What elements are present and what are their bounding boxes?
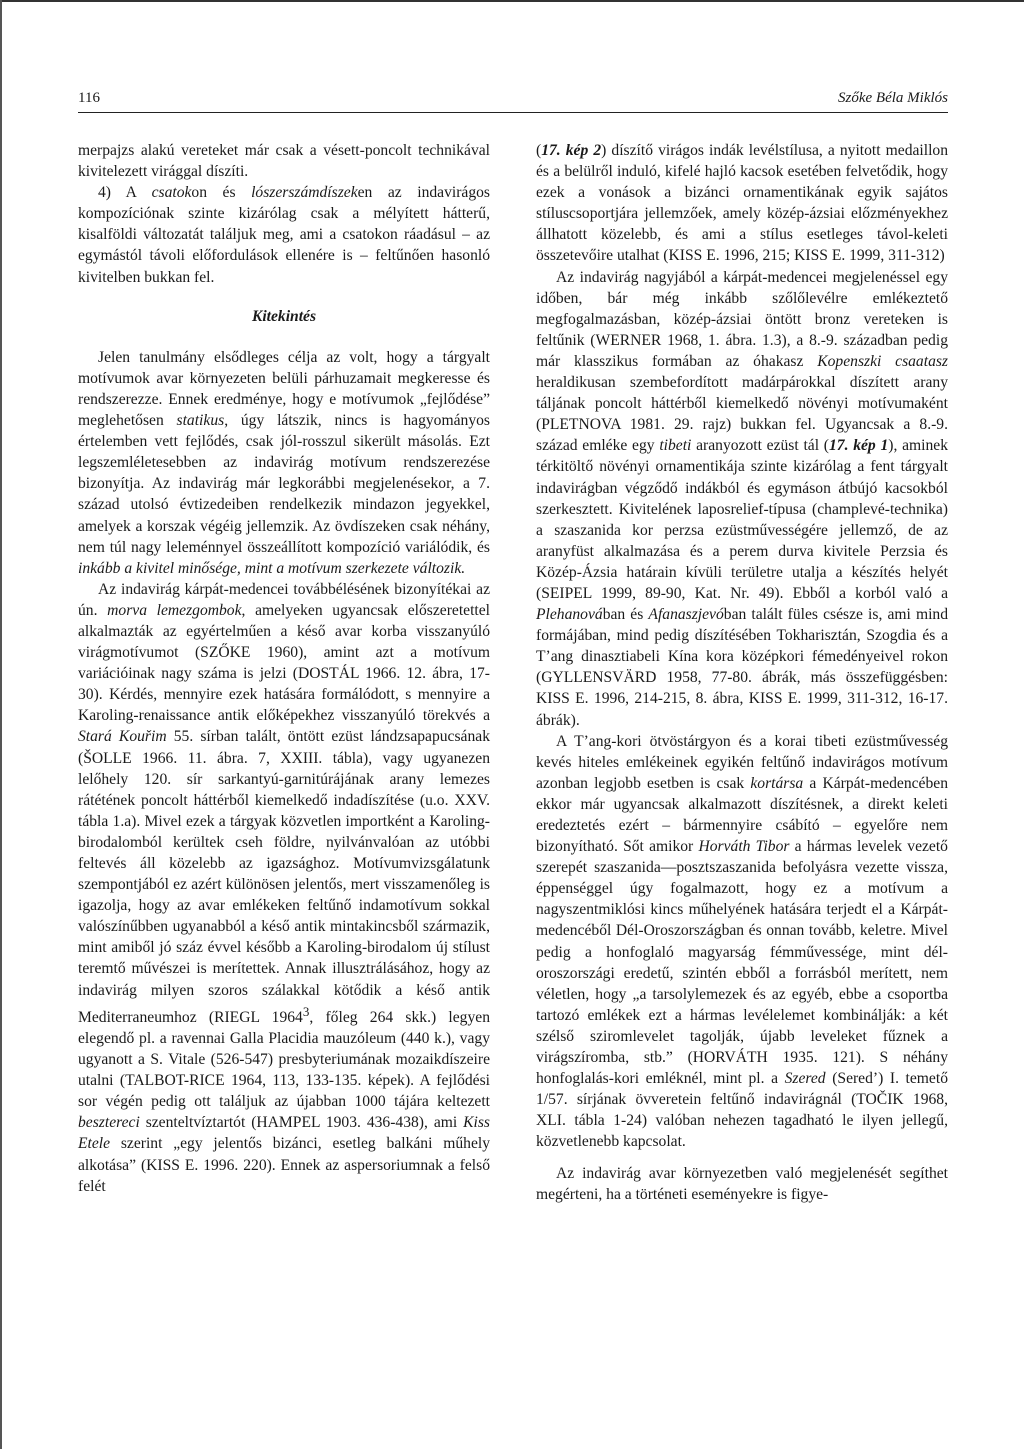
italic-term: csatok bbox=[151, 184, 192, 202]
paragraph bbox=[536, 731, 948, 1153]
paragraph bbox=[536, 267, 948, 731]
italic-term: kortársa bbox=[750, 774, 804, 792]
figure-reference: 17. kép 1 bbox=[828, 437, 889, 455]
text-run: szerint „egy jelentős bizánci, esetleg balkáni műhely alkotása” (KISS E. 1996. 220). Ennek az aspersoriumnak a felső felét bbox=[78, 1135, 490, 1195]
left-column bbox=[78, 140, 490, 1197]
italic-term: statikus bbox=[176, 412, 225, 430]
italic-term: besztereci bbox=[78, 1114, 140, 1132]
right-column bbox=[536, 140, 948, 1205]
text-run: A T’ang-kori ötvöstárgyon és a korai tibeti ezüstművesség kevés hiteles emlékeinek egyikén feltűnő indavirágos motívum azonban legjobb esetben is csak bbox=[536, 732, 948, 792]
text-run: , amelyeken ugyancsak előszeretettel alkalmazták az egyértelműen a késő avar korba visszanyúló virágmotívumot (SZŐKE 1960), amint azt a motívum variációinak nagy száma is jelzi (DOSTÁL 1966. 12. ábra, 17-30). Kérdés, mennyire ezek hatására formálódott, s mennyire a Karoling-renaissance antik előképekhez visszanyúló törekvés a bbox=[78, 601, 490, 725]
italic-term: Afanaszjevó bbox=[648, 606, 724, 624]
top-edge-rule bbox=[0, 0, 1024, 2]
paragraph bbox=[536, 140, 948, 267]
italic-term: morva lemezgombok bbox=[107, 601, 242, 619]
paragraph bbox=[78, 579, 490, 1197]
paragraph: merpajzs alakú vereteket már csak a vésett-poncolt technikával kivitelezett virággal díszíti. bbox=[78, 142, 490, 181]
paragraph bbox=[78, 347, 490, 579]
text-run: ) díszítő virágos indák levélstílusa, a nyitott medaillon és a belülről induló, kifelé hajló kacsok esetében felvetődik, hogy ezek a vonások a bizánci ornamentikának egyik sajátos stíluscsoportjára jellemzőek, amely közép-ázsiai előzményekhez állhatott közelebb, és ami a stílus esetleges távol-keleti összetevőire utalhat (KISS E. 1996, 215; KISS E. 1999, 311-312) bbox=[536, 142, 949, 265]
italic-term: inkább a kivitel minősége, mint a motívum szerkezete változik. bbox=[78, 559, 466, 577]
text-run: a Kárpát-medencében ekkor már ugyancsak alkalmazott díszítésnek, a direkt keleti eredeztetés ezért – bármennyire csábító – egyelőre nem bizonyítható. Sőt amikor bbox=[536, 774, 948, 856]
paragraph: Az indavirág avar környezetben való megjelenését segíthet megérteni, ha a történeti eseményekre is figye- bbox=[536, 1164, 948, 1203]
italic-term: tibeti bbox=[659, 437, 692, 455]
text-run: Az indavirág nagyjából a kárpát-medencei megjelenéssel egy időben, bár még inkább szőlőlevélre emlékeztető megfogalmazásban, közép-ázsiai öntött bronz vereteken is feltűnik (WERNER 1968, 1. ábra. 1.3), a 8.-9. században pedig már klasszikus formában az óhakasz bbox=[536, 268, 948, 370]
italic-term: lószerszámdíszek bbox=[251, 184, 358, 202]
text-run: ( bbox=[536, 142, 542, 159]
text-run: aranyozott ezüst tál ( bbox=[691, 437, 829, 455]
superscript: 3 bbox=[302, 1003, 310, 1019]
left-edge-rule bbox=[0, 0, 2, 1449]
italic-term: Kiss Etele bbox=[78, 1114, 490, 1153]
text-run: , úgy látszik, nincs is hagyományos értelemben vett fejlődés, csak jól-rosszul sikerült másolás. Ezt legszemléletesebben az indavirág motívum rendszerezése bizonyítja. Az indavirág már legkorábbi megjelenésekor, a 7. század utolsó évtizedeiben rendelkezik mindazon jegyekkel, amelyek a korszak végéig jellemzik. Az övdíszeken csak néhány, nem túl nagy leleménnyel összeállított kompozíció variálódik, és bbox=[78, 412, 490, 556]
text-run: en az indavirágos kompozíciónak szinte kizárólag csak a mélyített hátterű, kisalföldi változatát találjuk meg, ami a csatokon ráadásul – az egymástól távoli előfordulások ellenére is – feltűnően hasonló kivitelben bukkan fel. bbox=[78, 184, 490, 286]
text-run: Az indavirág kárpát-medencei továbbélésének bizonyítékai az ún. bbox=[78, 580, 490, 619]
text-run: ), aminek térkitöltő növényi ornamentikája szinte kizárólag a fent tárgyalt indavirágban végződő indákból és egymáson átbújó kacsokból szerkesztett. Kivitelének laposrelief-típusa (champlevé-technika) a szaszanida kor perzsa ezüstművességére jellemző, de az aranyfüst alkalmazása és a perem durva kivitele Perzsia és Közép-Ázsia határain kívüli területre utalja a készítés helyét (SEIPEL 1999, 89-90, Kat. Nr. 49). Ebből a korból való a bbox=[536, 437, 948, 602]
paragraph bbox=[78, 182, 490, 287]
text-run: 4) A bbox=[98, 184, 152, 202]
text-run: ban és bbox=[602, 606, 649, 624]
italic-term: Szered bbox=[784, 1070, 826, 1088]
text-run: , főleg 264 skk.) legyen elegendő pl. a ravennai Galla Placidia mauzóleum (440 k.), vagy ugyanott a S. Vitale (526-547) presbyteriumának mozaikdíszeire utalni (TALBOT-RICE 1964, 113, 133-135. képek). A fejlődési sor végén pedig ott találjuk az újabban 1000 tájára keltezett bbox=[78, 1008, 490, 1111]
page-number: 116 bbox=[78, 90, 100, 106]
italic-term: Stará Kouřim bbox=[78, 728, 167, 746]
italic-term: Kopenszki csaatasz bbox=[817, 352, 948, 370]
text-run: heraldikusan szembefordított madárpárokkal díszített arany táljának poncolt háttérből kiemelkedő növényi motívumaként (PLETNOVA 1981. 29. rajz) bukkan fel. Ugyancsak a 8.-9. század emléke egy bbox=[536, 374, 948, 455]
figure-reference: 17. kép 2 bbox=[541, 142, 602, 159]
italic-term: Plehanová bbox=[536, 606, 603, 624]
section-heading: Kitekintés bbox=[251, 307, 317, 325]
running-head: Szőke Béla Miklós bbox=[838, 90, 948, 106]
italic-term: Horváth Tibor bbox=[698, 838, 790, 856]
page-header bbox=[78, 88, 948, 113]
text-run: (Sered’) I. temető 1/57. sírjának övveretein feltűnő indavirágnál (TOČIK 1968, XLI. tábla 1-24) valóban nehezen tagadható le ilyen jellegű, közvetlenebb kapcsolat. bbox=[536, 1070, 948, 1151]
text-run: Jelen tanulmány elsődleges célja az volt, hogy a tárgyalt motívumok avar környezeten belüli párhuzamait megkeresse és rendszerezze. Ennek eredménye, hogy e motívumok „fejlődése” meglehetősen bbox=[78, 348, 490, 430]
text-run: 55. sírban talált, öntött ezüst lándzsapapucsának (ŠOLLE 1966. 11. ábra. 7, XXIII. tábla), vagy ugyanezen lelőhely 120. sír sarkantyú-garnitúrájának arany lemezes rátétének poncolt háttérből kiemelkedő indadíszítése (u.o. XXV. tábla 1.a). Mivel ezek a tárgyak közvetlen importként a Karoling-birodalomból kerültek cseh földre, nyilvánvalóan az utóbbi feltevés áll közelebb az igazsághoz. Motívumvizsgálatunk szempontjából ez azért különösen jelentős, mert visszamenőleg is igazolja, hogy az avar emlékeken feltűnő indamotívum sokkal valószínűbben ugyanabból a késő antik mintakincsből származik, mint amiből jó száz évvel később a Karoling-birodalom új stílust teremtő művészei is merítettek. Annak illusztrálásához, hogy az indavirág milyen szoros szálakkal kötődik a késő antik Mediterraneumhoz (RIEGL 1964 bbox=[78, 728, 490, 1026]
text-run: a hármas levelek vezető szerepét szaszanida—posztszaszanida befolyásra vezette vissza, éppenséggel úgy fogalmazott, hogy ez a motívum a nagyszentmiklósi kincs műhelyének hatására terjedt el a Kárpát-medencéből Dél-Oroszországban és onnan tovább, keletre. Mivel pedig a honfoglaló magyarság fémművessége, mint dél-oroszországi eredetű, szintén ebből a forrásból merített, nem véletlen, hogy „a tarsolylemezek és az egyéb, ebbe a csoportba tartozó emlékek ezt a hármas levélelemet kombinálják: a két szélső sziromlevelet tagolják, újabb leveleket fűznek a virágszíromba, stb.” (HORVÁTH 1935. 121). S néhány honfoglalás-kori emléknél, mint pl. a bbox=[536, 838, 948, 1088]
text-run: szenteltvíztartót (HAMPEL 1903. 436-438), ami bbox=[139, 1114, 464, 1132]
text-run: on és bbox=[191, 184, 252, 202]
text-run: ban talált füles csésze is, ami mind formájában, mind pedig díszítésében Tokharisztán, Szogdia és a T’ang dinasztiabeli Kína kora középkori fémedényeivel rokon (GYLLENSVÄRD 1958, 77-80. ábrák, más összefüggésben: KISS E. 1996, 214-215, 8. ábra, KISS E. 1999, 311-312, 16-17. ábrák). bbox=[536, 606, 948, 729]
